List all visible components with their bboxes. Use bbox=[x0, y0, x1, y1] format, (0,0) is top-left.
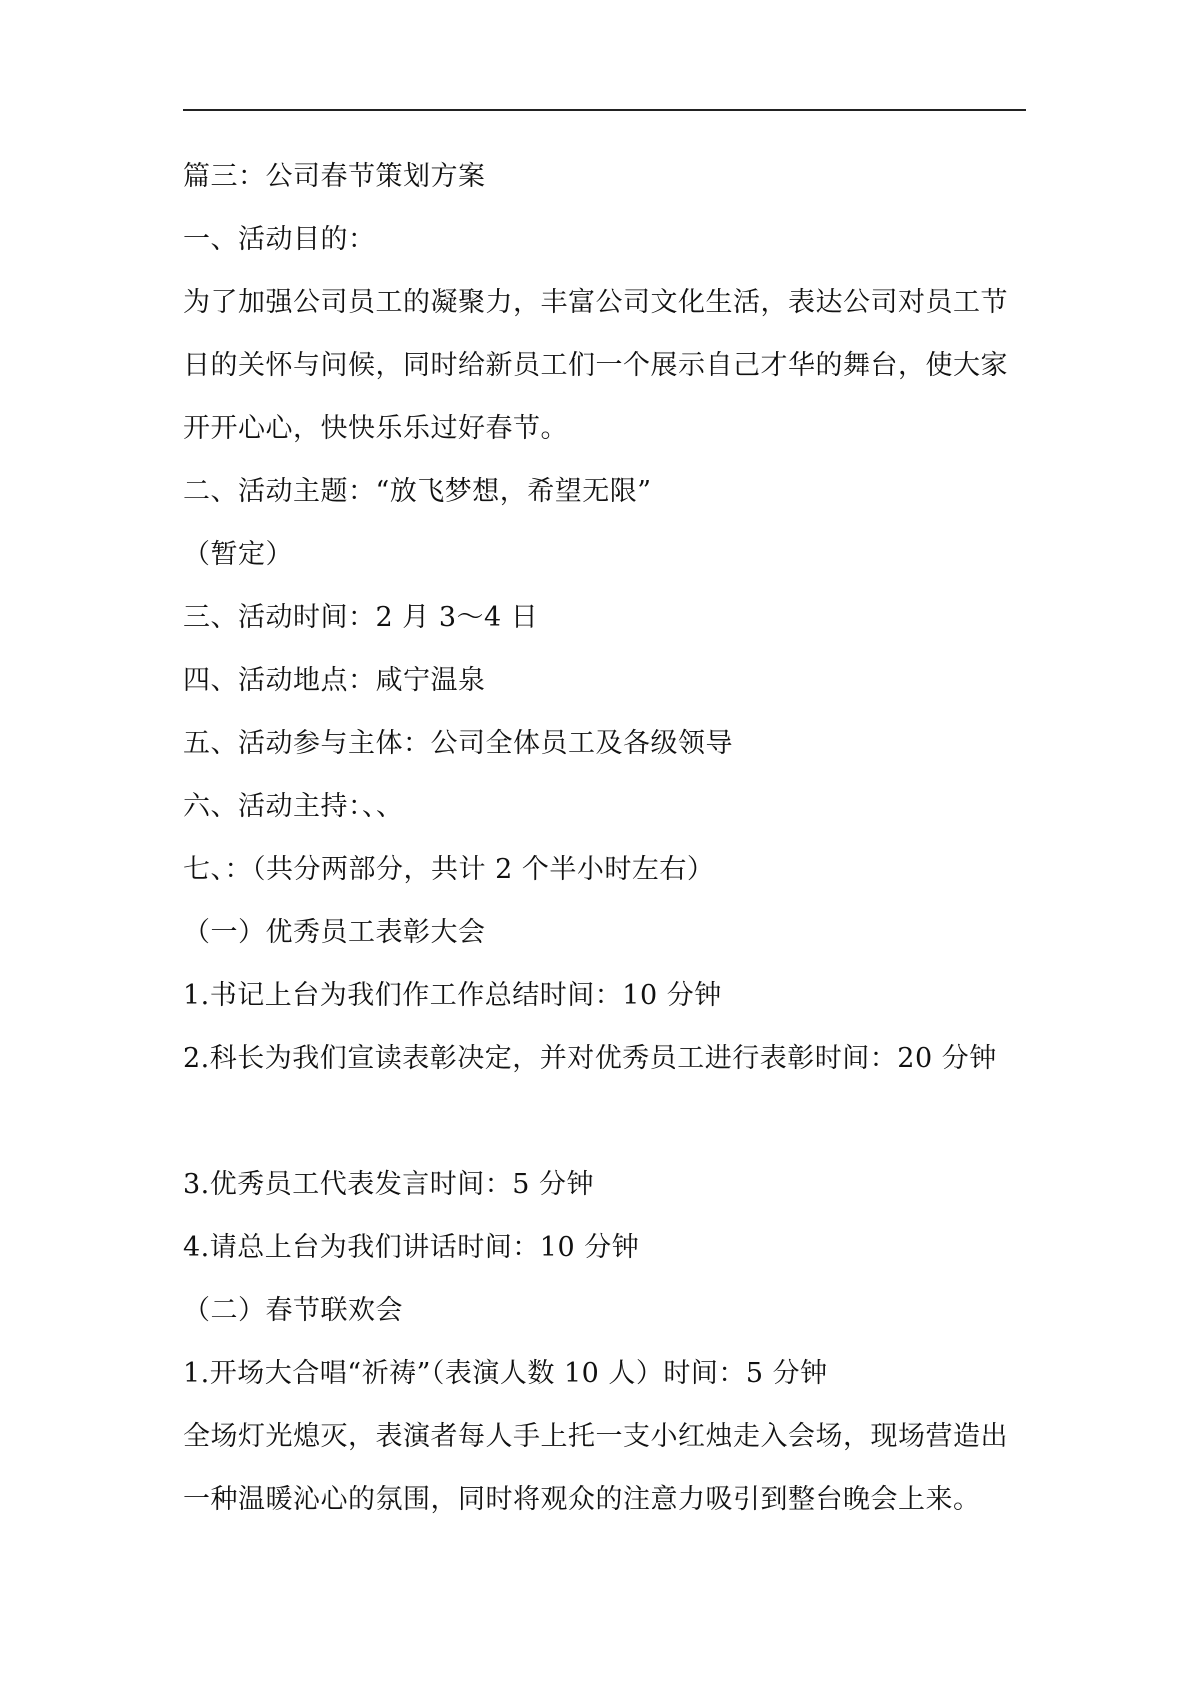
section-heading-host: 六、活动主持：、、 bbox=[183, 791, 404, 822]
paragraph-line: 一种温暖沁心的氛围，同时将观众的注意力吸引到整台晚会上来。 bbox=[183, 1484, 981, 1515]
paragraph-line: （暂定） bbox=[183, 539, 293, 570]
section-heading-time: 三、活动时间：2 月 3～4 日 bbox=[183, 602, 539, 633]
list-item: 2.科长为我们宣读表彰决定，并对优秀员工进行表彰时间：20 分钟 bbox=[183, 1043, 997, 1074]
list-item: 3.优秀员工代表发言时间：5 分钟 bbox=[183, 1169, 595, 1200]
section-heading-theme: 二、活动主题：“放飞梦想，希望无限” bbox=[183, 476, 652, 507]
subsection-heading: （二）春节联欢会 bbox=[183, 1295, 403, 1326]
document-title: 篇三：公司春节策划方案 bbox=[183, 161, 486, 192]
header-rule bbox=[183, 109, 1026, 111]
section-heading-purpose: 一、活动目的： bbox=[183, 224, 376, 255]
paragraph-line: 开开心心，快快乐乐过好春节。 bbox=[183, 413, 568, 444]
paragraph-line: 为了加强公司员工的凝聚力，丰富公司文化生活，表达公司对员工节 bbox=[183, 287, 1008, 318]
list-item: 1.书记上台为我们作工作总结时间：10 分钟 bbox=[183, 980, 722, 1011]
paragraph-line: 全场灯光熄灭，表演者每人手上托一支小红烛走入会场，现场营造出 bbox=[183, 1421, 1008, 1452]
section-heading-schedule: 七、：（共分两部分，共计 2 个半小时左右） bbox=[183, 854, 715, 885]
paragraph-line: 日的关怀与问候，同时给新员工们一个展示自己才华的舞台，使大家 bbox=[183, 350, 1008, 381]
section-heading-participants: 五、活动参与主体：公司全体员工及各级领导 bbox=[183, 728, 733, 759]
subsection-heading: （一）优秀员工表彰大会 bbox=[183, 917, 486, 948]
list-item: 4.请总上台为我们讲话时间：10 分钟 bbox=[183, 1232, 640, 1263]
section-heading-location: 四、活动地点：咸宁温泉 bbox=[183, 665, 486, 696]
list-item: 1.开场大合唱“祈祷”（表演人数 10 人）时间：5 分钟 bbox=[183, 1358, 828, 1389]
